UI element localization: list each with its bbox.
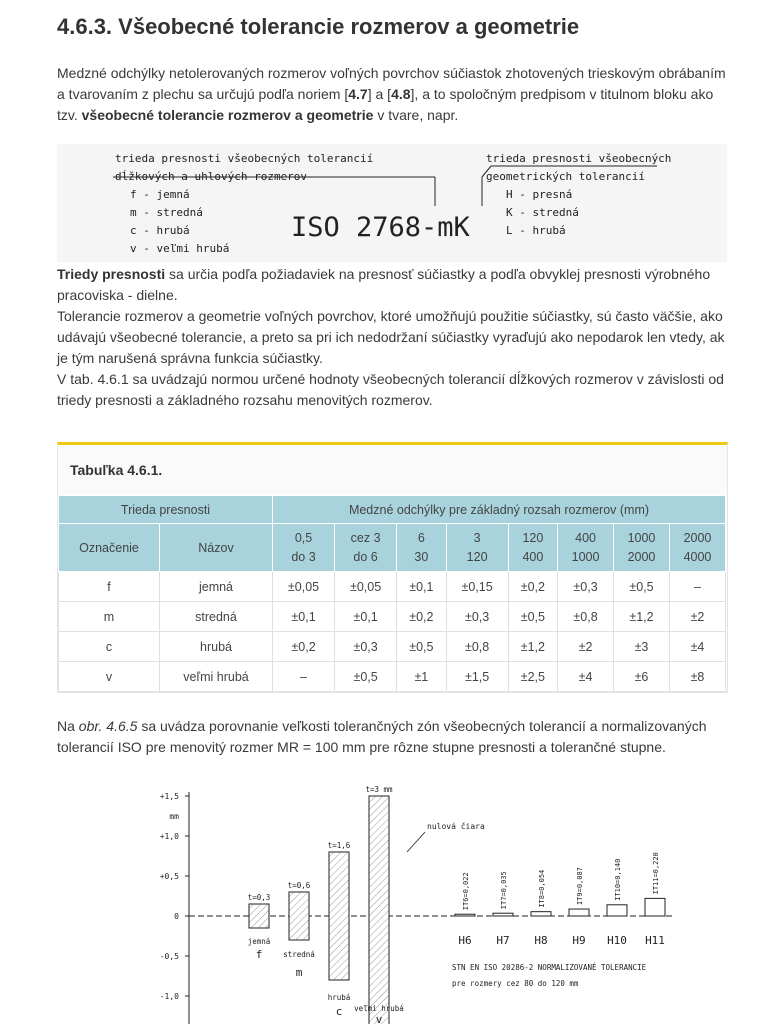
- left-title-line-2: dĺžkových a uhlových rozmerov: [115, 170, 308, 183]
- y-tick-label: 0: [174, 912, 179, 921]
- class-code-label: c: [335, 1005, 343, 1018]
- class-name-label: stredná: [283, 950, 315, 959]
- cell-code: c: [59, 632, 160, 662]
- left-title-line-1: trieda presnosti všeobecných tolerancií: [115, 152, 374, 165]
- cell-value: ±4: [669, 632, 725, 662]
- iso-designation: ISO 2768-mK: [291, 212, 470, 243]
- table-row: [59, 572, 726, 602]
- cell-value: ±2: [669, 602, 725, 632]
- header-range: 1000 2000: [614, 524, 670, 572]
- cell-value: ±0,05: [335, 572, 397, 602]
- class-name-label: hrubá: [327, 993, 351, 1002]
- y-tick-label: -1,0: [159, 992, 179, 1001]
- iso-tolerance-bar: [569, 909, 589, 916]
- general-tolerance-hatch: [249, 904, 269, 928]
- cell-value: ±0,5: [508, 602, 557, 632]
- right-title-line-1: trieda presnosti všeobecných: [486, 152, 672, 165]
- bar-label: t=0,6: [287, 881, 311, 890]
- class-name-label: veľmi hrubá: [354, 1004, 404, 1013]
- left-item: f - jemná: [130, 188, 190, 201]
- cell-value: ±0,1: [273, 602, 335, 632]
- header-deviations: Medzné odchýlky pre základný rozsah rozmerov (mm): [273, 496, 726, 524]
- cell-name: jemná: [160, 572, 273, 602]
- left-item: c - hrubá: [130, 224, 190, 237]
- cell-value: ±0,8: [558, 602, 614, 632]
- table-caption: Tabuľka 4.6.1.: [70, 462, 163, 478]
- tolerance-table: [58, 495, 726, 692]
- comparison-paragraph: Na obr. 4.6.5 sa uvádza porovnanie veľkosti tolerančných zón všeobecných tolerancií a normalizovaných tolerancií ISO pre menovitý rozmer MR = 100 mm pre rôzne stupne presnosti a tolerančné stupne.: [57, 718, 707, 755]
- cell-value: ±6: [614, 662, 670, 692]
- header-range: 120 400: [508, 524, 557, 572]
- cell-value: ±1,2: [614, 602, 670, 632]
- bar-label: t=1,6: [327, 841, 351, 850]
- iso-bar-label: IT10=0,140: [614, 858, 622, 901]
- chart-note: STN EN ISO 20286-2 NORMALIZOVANÉ TOLERANCIE: [452, 963, 647, 972]
- cell-code: m: [59, 602, 160, 632]
- header-name: Názov: [160, 524, 273, 572]
- table-row: [59, 662, 726, 692]
- cell-value: ±0,05: [273, 572, 335, 602]
- iso-grade-label: H8: [534, 934, 548, 947]
- iso-bar-label: IT7=0,035: [500, 871, 508, 910]
- cell-value: ±0,5: [335, 662, 397, 692]
- zero-line-label: nulová čiara: [427, 822, 485, 831]
- tolerance-comparison-figure: [137, 780, 717, 1024]
- header-range: 6 30: [397, 524, 446, 572]
- iso-tolerance-bar: [493, 913, 513, 916]
- cell-value: ±0,2: [508, 572, 557, 602]
- class-code-label: m: [295, 966, 303, 979]
- iso-grade-label: H9: [572, 934, 586, 947]
- body-paragraph: Triedy presnosti sa určia podľa požiadaviek na presnosť súčiastky a podľa obvyklej presnosti výrobného pracoviska - dielne. Tolerancie rozmerov a geometrie voľných povrchov, ktoré umožňujú použitie súčiastky, sú často väčšie, ako udávajú všeobecné tolerancie, a preto sa pri ich nedodržaní súčiastky vyraďujú ako nepodarok len vtedy, ak je tým narušená správna funkcia súčiastky. V tab. 4.6.1 sa uvádzajú normou určené hodnoty všeobecných tolerancií dĺžkových rozmerov v závislosti od triedy presnosti a základného rozsahu menovitých rozmerov.: [57, 266, 725, 408]
- bar-label: t=0,3: [247, 893, 271, 902]
- header-class: Trieda presnosti: [59, 496, 273, 524]
- iso-bar-label: IT9=0,087: [576, 867, 584, 906]
- header-range: 2000 4000: [669, 524, 725, 572]
- iso-designation-figure: [57, 144, 727, 262]
- class-name-label: jemná: [247, 937, 271, 946]
- zero-line-leader: [407, 832, 425, 852]
- cell-value: –: [273, 662, 335, 692]
- reference-link[interactable]: 4.7: [348, 86, 368, 102]
- iso-bar-label: IT11=0,220: [652, 852, 660, 895]
- cell-value: ±0,5: [614, 572, 670, 602]
- bar-label: t=3 mm: [365, 785, 393, 794]
- page-title: 4.6.3. Všeobecné tolerancie rozmerov a geometrie: [57, 14, 580, 39]
- header-designation: Označenie: [59, 524, 160, 572]
- general-tolerance-hatch: [289, 892, 309, 940]
- cell-value: ±2,5: [508, 662, 557, 692]
- table-row: [59, 632, 726, 662]
- cell-value: ±0,3: [446, 602, 508, 632]
- header-range: 400 1000: [558, 524, 614, 572]
- cell-value: ±0,15: [446, 572, 508, 602]
- tolerance-table-card: [57, 442, 728, 693]
- cell-value: –: [669, 572, 725, 602]
- cell-name: hrubá: [160, 632, 273, 662]
- y-unit-label: mm: [169, 812, 179, 821]
- y-tick-label: -0,5: [159, 952, 179, 961]
- right-title-line-2: geometrických tolerancií: [486, 170, 645, 183]
- table-row: [59, 602, 726, 632]
- header-range: 3 120: [446, 524, 508, 572]
- iso-grade-label: H7: [496, 934, 510, 947]
- cell-code: f: [59, 572, 160, 602]
- chart-note: pre rozmery cez 80 do 120 mm: [452, 979, 579, 988]
- cell-value: ±0,1: [397, 572, 446, 602]
- cell-value: ±0,5: [397, 632, 446, 662]
- header-range: 0,5 do 3: [273, 524, 335, 572]
- right-item: L - hrubá: [506, 224, 566, 237]
- left-item: m - stredná: [130, 206, 203, 219]
- general-tolerance-hatch: [369, 796, 389, 1024]
- header-range: cez 3 do 6: [335, 524, 397, 572]
- cell-value: ±0,1: [335, 602, 397, 632]
- cell-value: ±1,5: [446, 662, 508, 692]
- iso-bar-label: IT8=0,054: [538, 869, 546, 908]
- general-tolerance-hatch: [329, 852, 349, 980]
- cell-value: ±2: [558, 632, 614, 662]
- iso-tolerance-bar: [645, 898, 665, 916]
- cell-value: ±0,8: [446, 632, 508, 662]
- cell-value: ±1: [397, 662, 446, 692]
- y-tick-label: +0,5: [159, 872, 179, 881]
- right-item: H - presná: [506, 188, 573, 201]
- iso-grade-label: H6: [458, 934, 472, 947]
- y-tick-label: +1,0: [159, 832, 179, 841]
- cell-value: ±0,2: [273, 632, 335, 662]
- iso-tolerance-bar: [531, 912, 551, 916]
- class-code-label: v: [375, 1013, 383, 1024]
- intro-paragraph: Medzné odchýlky netolerovaných rozmerov voľných povrchov súčiastok zhotovených trieskovým obrábaním a tvarovaním z plechu sa určujú podľa noriem [4.7] a [4.8], a to spoločným predpisom v titulnom bloku ako tzv. všeobecné tolerancie rozmerov a geometrie v tvare, napr.: [57, 65, 726, 123]
- cell-value: ±4: [558, 662, 614, 692]
- iso-tolerance-bar: [455, 914, 475, 916]
- cell-value: ±0,3: [335, 632, 397, 662]
- y-tick-label: +1,5: [159, 792, 179, 801]
- cell-code: v: [59, 662, 160, 692]
- iso-grade-label: H10: [607, 934, 627, 947]
- iso-grade-label: H11: [645, 934, 665, 947]
- cell-name: veľmi hrubá: [160, 662, 273, 692]
- cell-value: ±0,3: [558, 572, 614, 602]
- class-code-label: f: [255, 948, 263, 961]
- cell-value: ±0,2: [397, 602, 446, 632]
- left-item: v - veľmi hrubá: [130, 242, 230, 255]
- cell-value: ±3: [614, 632, 670, 662]
- iso-bar-label: IT6=0,022: [462, 872, 470, 911]
- cell-value: ±1,2: [508, 632, 557, 662]
- cell-value: ±8: [669, 662, 725, 692]
- cell-name: stredná: [160, 602, 273, 632]
- reference-link[interactable]: 4.8: [391, 86, 411, 102]
- right-item: K - stredná: [506, 206, 579, 219]
- iso-tolerance-bar: [607, 905, 627, 916]
